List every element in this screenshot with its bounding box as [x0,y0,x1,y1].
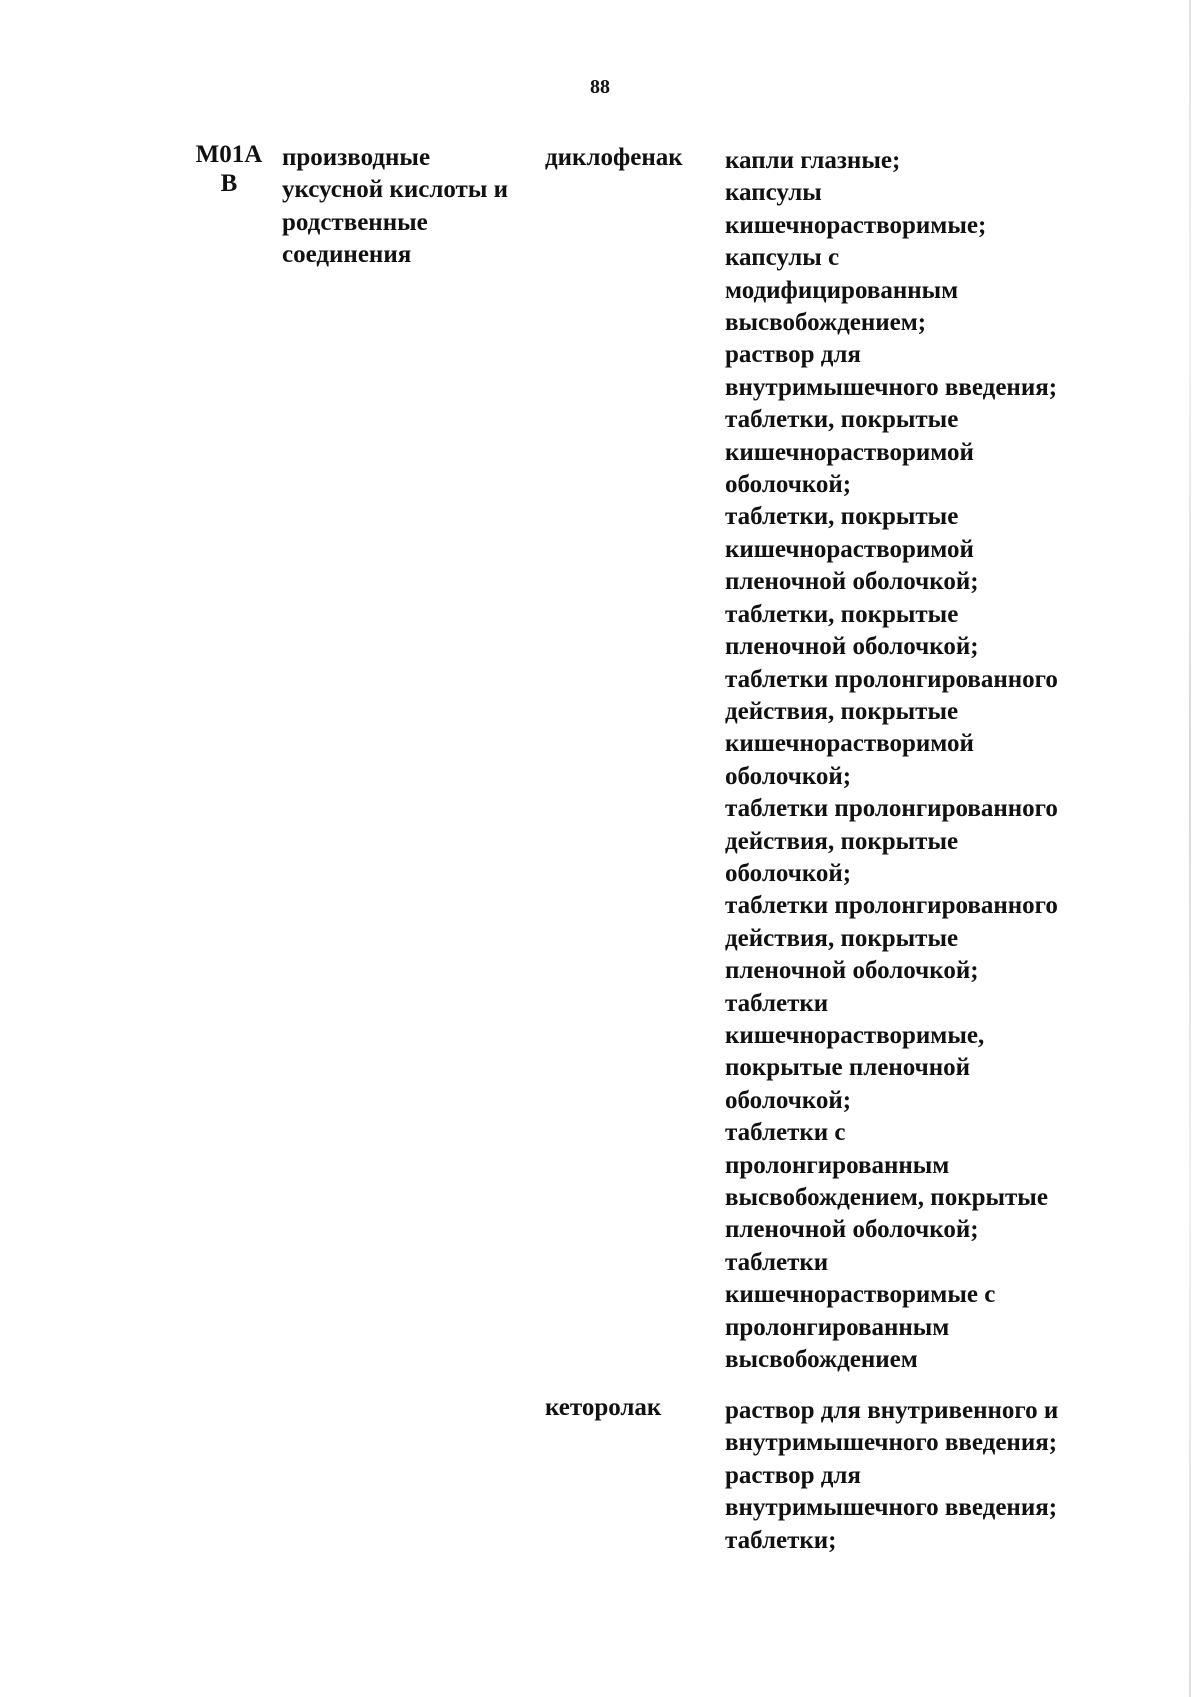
dosage-form-line: таблетки пролонгированного [725,665,1058,693]
dosage-form-line: раствор для [725,341,861,369]
dosage-form-line: таблетки пролонгированного [725,795,1058,823]
dosage-form-line: внутримышечного введения; [725,1494,1058,1522]
dosage-form-line: таблетки; [725,1526,837,1554]
dosage-form-line: оболочкой; [725,762,852,790]
dosage-form-line: высвобождением [725,1346,918,1374]
dosage-form-line: оболочкой; [725,1086,852,1114]
dosage-form-line: внутримышечного введения; [725,373,1058,401]
dosage-form-line: кишечнорастворимые с [725,1281,996,1309]
dosage-form-line: капсулы [725,179,822,207]
dosage-form-line: оболочкой; [725,859,852,887]
dosage-form-line: пленочной оболочкой; [725,957,979,985]
dosage-forms-ketorolac [725,1395,1145,1557]
atc-code-line: M01A [195,141,263,168]
dosage-form-line: капсулы с [725,244,840,272]
dosage-form-line: высвобождением; [725,309,927,337]
group-line: родственные [282,208,428,236]
drug-name-diclofenac: диклофенак [545,144,683,171]
dosage-form-line: таблетки, покрытые [725,503,959,531]
group-line: соединения [282,241,412,269]
dosage-form-line: покрытые пленочной [725,1054,971,1082]
dosage-form-line: оболочкой; [725,471,852,499]
dosage-forms-diclofenac [725,145,1145,1376]
dosage-form-line: действия, покрытые [725,697,959,725]
dosage-form-line: внутримышечного введения; [725,1429,1058,1457]
dosage-form-line: кишечнорастворимой [725,438,974,466]
group-line: производные [282,144,431,171]
dosage-form-line: модифицированным [725,276,959,304]
page-number: 88 [590,76,610,98]
dosage-form-line: раствор для [725,1461,861,1489]
dosage-form-line: кишечнорастворимые; [725,211,987,239]
dosage-form-line: действия, покрытые [725,827,959,855]
pharmacological-group [282,142,532,272]
dosage-form-line: кишечнорастворимые, [725,1021,985,1049]
dosage-form-line: таблетки [725,989,829,1017]
group-line: уксусной кислоты и [282,176,508,204]
dosage-form-line: таблетки, покрытые [725,600,959,628]
dosage-form-line: кишечнорастворимой [725,730,974,758]
atc-code-line: B [220,170,238,197]
dosage-form-line: раствор для внутривенного и [725,1397,1059,1424]
dosage-form-line: таблетки, покрытые [725,406,959,434]
atc-code [188,140,270,198]
dosage-form-line: таблетки пролонгированного [725,892,1058,920]
dosage-form-line: пленочной оболочкой; [725,1216,979,1244]
dosage-form-line: таблетки с [725,1119,846,1147]
scan-edge-shadow [1189,0,1191,1697]
dosage-form-line: кишечнорастворимой [725,535,974,563]
dosage-form-line: пролонгированным [725,1313,950,1341]
dosage-form-line: таблетки [725,1248,829,1276]
drug-name-ketorolac: кеторолак [545,1394,662,1421]
dosage-form-line: пролонгированным [725,1151,950,1179]
dosage-form-line: высвобождением, покрытые [725,1184,1048,1211]
dosage-form-line: капли глазные; [725,147,901,174]
dosage-form-line: действия, покрытые [725,924,959,952]
dosage-form-line: пленочной оболочкой; [725,568,979,596]
dosage-form-line: пленочной оболочкой; [725,633,979,661]
